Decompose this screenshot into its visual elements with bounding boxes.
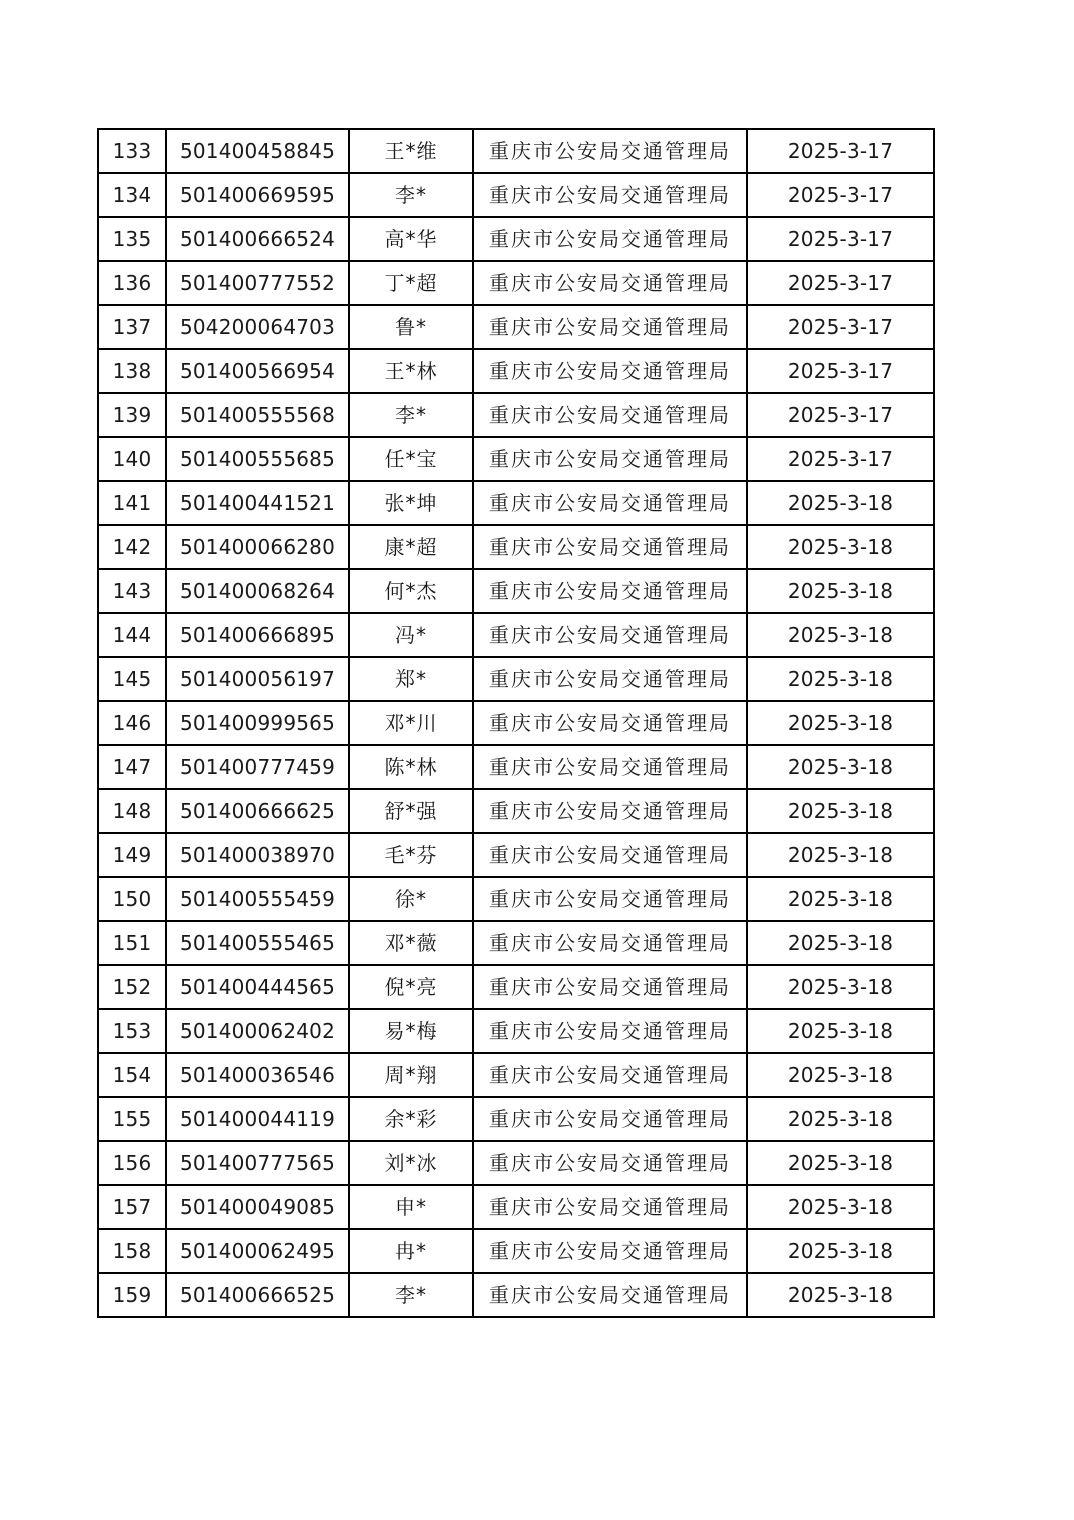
record-number-cell: 501400777565: [166, 1141, 349, 1185]
person-name-cell: 刘*冰: [349, 1141, 473, 1185]
record-number-cell: 501400066280: [166, 525, 349, 569]
agency-cell: 重庆市公安局交通管理局: [473, 701, 747, 745]
date-cell: 2025-3-17: [747, 129, 934, 173]
date-cell: 2025-3-17: [747, 437, 934, 481]
record-number-cell: 501400441521: [166, 481, 349, 525]
agency-cell: 重庆市公安局交通管理局: [473, 1141, 747, 1185]
row-index-cell: 146: [98, 701, 166, 745]
date-cell: 2025-3-18: [747, 877, 934, 921]
row-index-cell: 145: [98, 657, 166, 701]
table-row: [98, 1185, 934, 1229]
agency-cell: 重庆市公安局交通管理局: [473, 437, 747, 481]
table-row: [98, 1053, 934, 1097]
agency-cell: 重庆市公安局交通管理局: [473, 393, 747, 437]
date-cell: 2025-3-18: [747, 921, 934, 965]
person-name-cell: 舒*强: [349, 789, 473, 833]
date-cell: 2025-3-18: [747, 481, 934, 525]
row-index-cell: 147: [98, 745, 166, 789]
row-index-cell: 144: [98, 613, 166, 657]
date-cell: 2025-3-17: [747, 261, 934, 305]
person-name-cell: 余*彩: [349, 1097, 473, 1141]
date-cell: 2025-3-18: [747, 789, 934, 833]
record-number-cell: 504200064703: [166, 305, 349, 349]
date-cell: 2025-3-17: [747, 349, 934, 393]
record-number-cell: 501400062402: [166, 1009, 349, 1053]
record-number-cell: 501400669595: [166, 173, 349, 217]
row-index-cell: 133: [98, 129, 166, 173]
table-row: [98, 393, 934, 437]
row-index-cell: 136: [98, 261, 166, 305]
person-name-cell: 丁*超: [349, 261, 473, 305]
record-number-cell: 501400999565: [166, 701, 349, 745]
date-cell: 2025-3-18: [747, 701, 934, 745]
date-cell: 2025-3-18: [747, 745, 934, 789]
record-number-cell: 501400666525: [166, 1273, 349, 1317]
record-number-cell: 501400044119: [166, 1097, 349, 1141]
record-table-body: [98, 129, 934, 1317]
agency-cell: 重庆市公安局交通管理局: [473, 833, 747, 877]
agency-cell: 重庆市公安局交通管理局: [473, 217, 747, 261]
row-index-cell: 134: [98, 173, 166, 217]
person-name-cell: 周*翔: [349, 1053, 473, 1097]
row-index-cell: 138: [98, 349, 166, 393]
record-number-cell: 501400777552: [166, 261, 349, 305]
person-name-cell: 何*杰: [349, 569, 473, 613]
person-name-cell: 冯*: [349, 613, 473, 657]
record-number-cell: 501400049085: [166, 1185, 349, 1229]
row-index-cell: 141: [98, 481, 166, 525]
person-name-cell: 王*林: [349, 349, 473, 393]
table-row: [98, 701, 934, 745]
agency-cell: 重庆市公安局交通管理局: [473, 569, 747, 613]
row-index-cell: 157: [98, 1185, 166, 1229]
record-number-cell: 501400458845: [166, 129, 349, 173]
row-index-cell: 152: [98, 965, 166, 1009]
person-name-cell: 易*梅: [349, 1009, 473, 1053]
date-cell: 2025-3-18: [747, 613, 934, 657]
person-name-cell: 倪*亮: [349, 965, 473, 1009]
row-index-cell: 139: [98, 393, 166, 437]
table-row: [98, 657, 934, 701]
table-row: [98, 1273, 934, 1317]
table-row: [98, 481, 934, 525]
person-name-cell: 李*: [349, 1273, 473, 1317]
date-cell: 2025-3-17: [747, 173, 934, 217]
person-name-cell: 申*: [349, 1185, 473, 1229]
table-row: [98, 833, 934, 877]
record-table: [97, 128, 935, 1318]
record-number-cell: 501400038970: [166, 833, 349, 877]
row-index-cell: 143: [98, 569, 166, 613]
record-number-cell: 501400068264: [166, 569, 349, 613]
row-index-cell: 149: [98, 833, 166, 877]
table-row: [98, 1141, 934, 1185]
record-number-cell: 501400666895: [166, 613, 349, 657]
table-row: [98, 1097, 934, 1141]
date-cell: 2025-3-18: [747, 1141, 934, 1185]
person-name-cell: 张*坤: [349, 481, 473, 525]
table-row: [98, 613, 934, 657]
date-cell: 2025-3-18: [747, 525, 934, 569]
date-cell: 2025-3-18: [747, 1229, 934, 1273]
agency-cell: 重庆市公安局交通管理局: [473, 1273, 747, 1317]
agency-cell: 重庆市公安局交通管理局: [473, 305, 747, 349]
agency-cell: 重庆市公安局交通管理局: [473, 129, 747, 173]
table-row: [98, 437, 934, 481]
row-index-cell: 150: [98, 877, 166, 921]
agency-cell: 重庆市公安局交通管理局: [473, 349, 747, 393]
record-number-cell: 501400555465: [166, 921, 349, 965]
record-number-cell: 501400555568: [166, 393, 349, 437]
person-name-cell: 陈*林: [349, 745, 473, 789]
person-name-cell: 邓*薇: [349, 921, 473, 965]
person-name-cell: 徐*: [349, 877, 473, 921]
person-name-cell: 郑*: [349, 657, 473, 701]
row-index-cell: 135: [98, 217, 166, 261]
agency-cell: 重庆市公安局交通管理局: [473, 1097, 747, 1141]
person-name-cell: 王*维: [349, 129, 473, 173]
agency-cell: 重庆市公安局交通管理局: [473, 1229, 747, 1273]
table-row: [98, 1009, 934, 1053]
person-name-cell: 毛*芬: [349, 833, 473, 877]
person-name-cell: 鲁*: [349, 305, 473, 349]
row-index-cell: 159: [98, 1273, 166, 1317]
record-number-cell: 501400036546: [166, 1053, 349, 1097]
person-name-cell: 李*: [349, 393, 473, 437]
date-cell: 2025-3-18: [747, 1185, 934, 1229]
table-row: [98, 1229, 934, 1273]
date-cell: 2025-3-18: [747, 569, 934, 613]
agency-cell: 重庆市公安局交通管理局: [473, 1185, 747, 1229]
date-cell: 2025-3-18: [747, 1097, 934, 1141]
record-number-cell: 501400555459: [166, 877, 349, 921]
row-index-cell: 142: [98, 525, 166, 569]
date-cell: 2025-3-18: [747, 1009, 934, 1053]
row-index-cell: 137: [98, 305, 166, 349]
table-row: [98, 921, 934, 965]
row-index-cell: 153: [98, 1009, 166, 1053]
person-name-cell: 邓*川: [349, 701, 473, 745]
person-name-cell: 高*华: [349, 217, 473, 261]
agency-cell: 重庆市公安局交通管理局: [473, 921, 747, 965]
table-row: [98, 129, 934, 173]
record-number-cell: 501400056197: [166, 657, 349, 701]
date-cell: 2025-3-18: [747, 1053, 934, 1097]
row-index-cell: 151: [98, 921, 166, 965]
record-number-cell: 501400555685: [166, 437, 349, 481]
agency-cell: 重庆市公安局交通管理局: [473, 1009, 747, 1053]
person-name-cell: 李*: [349, 173, 473, 217]
record-number-cell: 501400444565: [166, 965, 349, 1009]
row-index-cell: 140: [98, 437, 166, 481]
agency-cell: 重庆市公安局交通管理局: [473, 789, 747, 833]
agency-cell: 重庆市公安局交通管理局: [473, 173, 747, 217]
table-row: [98, 349, 934, 393]
agency-cell: 重庆市公安局交通管理局: [473, 745, 747, 789]
date-cell: 2025-3-17: [747, 305, 934, 349]
table-row: [98, 525, 934, 569]
date-cell: 2025-3-18: [747, 657, 934, 701]
record-number-cell: 501400062495: [166, 1229, 349, 1273]
table-row: [98, 305, 934, 349]
date-cell: 2025-3-18: [747, 833, 934, 877]
date-cell: 2025-3-17: [747, 393, 934, 437]
agency-cell: 重庆市公安局交通管理局: [473, 965, 747, 1009]
row-index-cell: 154: [98, 1053, 166, 1097]
row-index-cell: 156: [98, 1141, 166, 1185]
table-row: [98, 965, 934, 1009]
table-row: [98, 877, 934, 921]
row-index-cell: 155: [98, 1097, 166, 1141]
record-number-cell: 501400666625: [166, 789, 349, 833]
agency-cell: 重庆市公安局交通管理局: [473, 877, 747, 921]
person-name-cell: 康*超: [349, 525, 473, 569]
table-row: [98, 789, 934, 833]
date-cell: 2025-3-18: [747, 965, 934, 1009]
date-cell: 2025-3-18: [747, 1273, 934, 1317]
record-number-cell: 501400777459: [166, 745, 349, 789]
row-index-cell: 148: [98, 789, 166, 833]
record-number-cell: 501400566954: [166, 349, 349, 393]
table-row: [98, 261, 934, 305]
row-index-cell: 158: [98, 1229, 166, 1273]
agency-cell: 重庆市公安局交通管理局: [473, 481, 747, 525]
person-name-cell: 任*宝: [349, 437, 473, 481]
agency-cell: 重庆市公安局交通管理局: [473, 525, 747, 569]
person-name-cell: 冉*: [349, 1229, 473, 1273]
date-cell: 2025-3-17: [747, 217, 934, 261]
table-row: [98, 173, 934, 217]
agency-cell: 重庆市公安局交通管理局: [473, 657, 747, 701]
agency-cell: 重庆市公安局交通管理局: [473, 1053, 747, 1097]
agency-cell: 重庆市公安局交通管理局: [473, 261, 747, 305]
record-number-cell: 501400666524: [166, 217, 349, 261]
agency-cell: 重庆市公安局交通管理局: [473, 613, 747, 657]
table-row: [98, 569, 934, 613]
table-row: [98, 745, 934, 789]
table-row: [98, 217, 934, 261]
